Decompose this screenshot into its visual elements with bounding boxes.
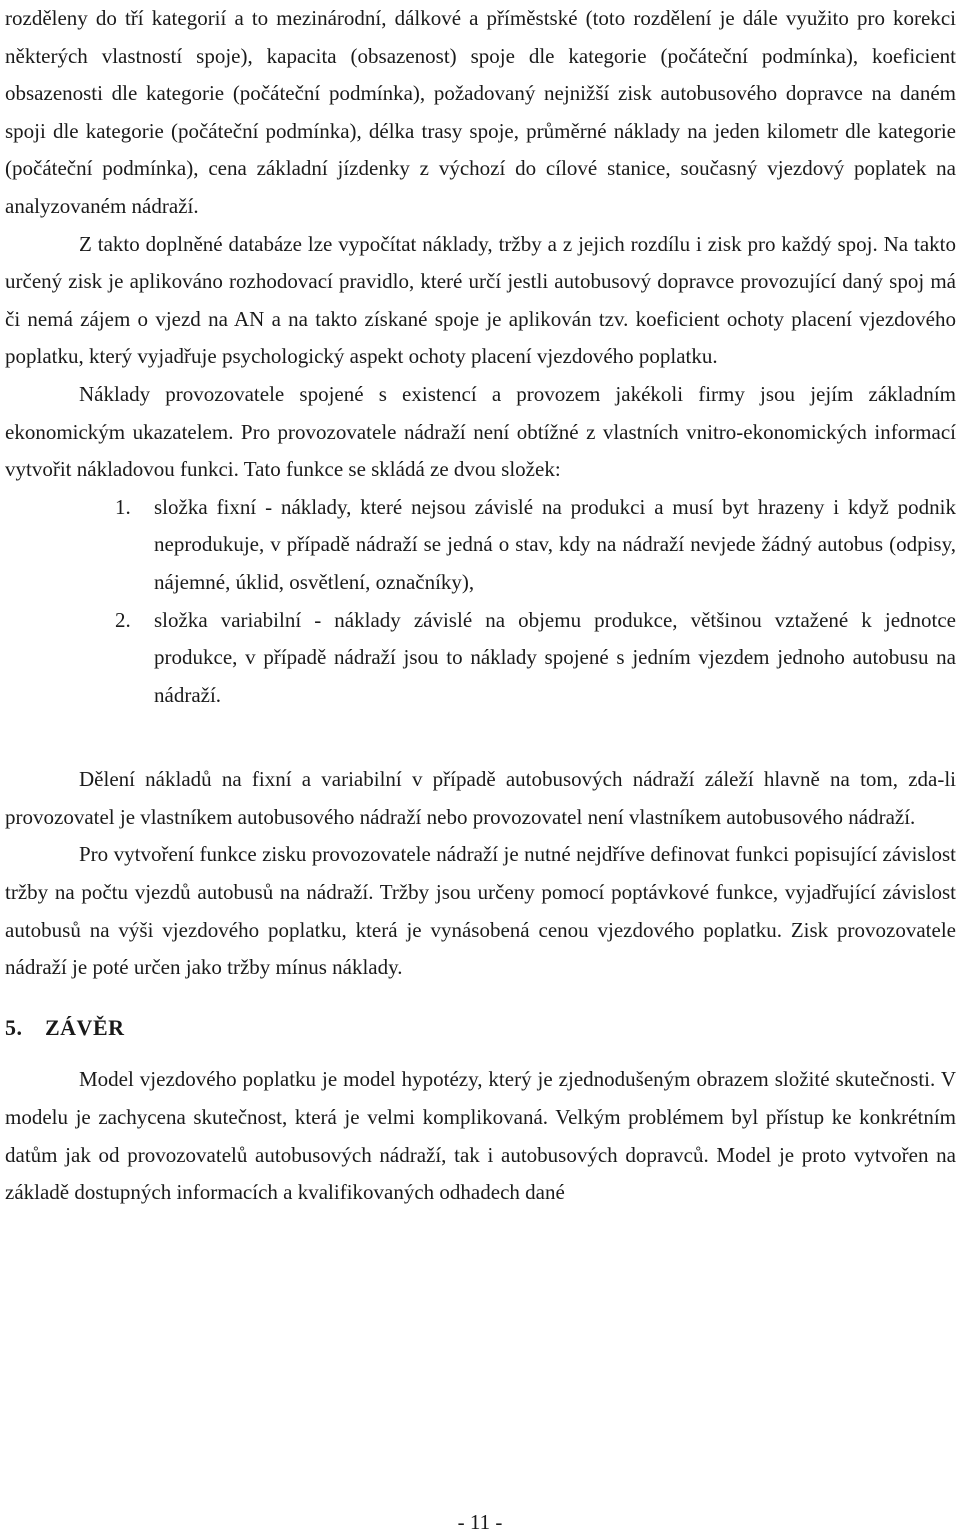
list-item-text: složka variabilní - náklady závislé na objemu produkce, většinou vztažené k jednotce produkce, v případě nádraží jsou to náklady spojené s jedním vjezdem jednoho autobusu na nádraží. <box>154 607 956 707</box>
paragraph-conclusion: Model vjezdového poplatku je model hypotézy, který je zjednodušeným obrazem složité skutečnosti. V modelu je zachycena skutečnost, která je velmi komplikovaná. Velkým problémem byl přístup ke konkrétním datům jak od provozovatelů autobusových nádraží, tak i autobusových dopravců. Model je proto vytvořen na základě dostupných informacích a kvalifikovaných odhadech dané <box>5 1067 956 1205</box>
section-heading <box>5 1009 956 1047</box>
list-item-fixed-cost <box>5 489 956 602</box>
spacer <box>5 987 956 1009</box>
paragraph-profit-function: Pro vytvoření funkce zisku provozovatele nádraží je nutné nejdříve definovat funkci popisující závislost tržby na počtu vjezdů autobusů na nádraží. Tržby jsou určeny pomocí poptávkové funkce, vyjadřující závislost autobusů na výši vjezdového poplatku, která je vynásobená cenou vjezdového poplatku. Zisk provozovatele nádraží je poté určen jako tržby mínus náklady. <box>5 842 956 980</box>
paragraph-profit-calculation: Z takto doplněné databáze lze vypočítat náklady, tržby a z jejich rozdílu i zisk pro každý spoj. Na takto určený zisk je aplikováno rozhodovací pravidlo, které určí jestli autobusový dopravce provozující daný spoj má či nemá zájem o vjezd na AN a na takto získané spoje je aplikován tzv. koeficient ochoty placení vjezdového poplatku, který vyjadřuje psychologický aspekt ochoty placení vjezdového poplatku. <box>5 231 956 369</box>
page-number: - 11 - <box>457 1510 503 1534</box>
list-item-text: složka fixní - náklady, které nejsou závislé na produkci a musí byt hrazeny i když podnik neprodukuje, v případě nádraží se jedná o stav, kdy na nádraží nevjede žádný autobus (odpisy, nájemné, úklid, osvětlení, označníky), <box>154 494 956 594</box>
list-item-variable-cost <box>5 602 956 715</box>
section-number: 5. <box>5 1014 23 1040</box>
document-page <box>5 0 956 1212</box>
paragraph-vehicle-attributes: rozděleny do tří kategorií a to mezinárodní, dálkové a příměstské (toto rozdělení je dále využito pro korekci některých vlastností spoje), kapacita (obsazenost) spoje dle kategorie (počáteční podmínka), koeficient obsazenosti dle kategorie (počáteční podmínka), požadovaný nejnižší zisk autobusového dopravce na daném spoji dle kategorie (počáteční podmínka), délka trasy spoje, průměrné náklady na jeden kilometr dle kategorie (počáteční podmínka), cena základní jízdenky z výchozí do cílové stanice, současný vjezdový poplatek na analyzovaném nádraží. <box>5 6 956 218</box>
section-title: ZÁVĚR <box>45 1014 125 1040</box>
paragraph-operator-costs: Náklady provozovatele spojené s existencí a provozem jakékoli firmy jsou jejím základním ekonomickým ukazatelem. Pro provozovatele nádraží není obtížné z vlastních vnitro-ekonomických informací vytvořit nákladovou funkci. Tato funkce se skládá ze dvou složek: <box>5 381 956 482</box>
list-item-number: 2. <box>115 607 131 632</box>
list-item-number: 1. <box>115 494 131 519</box>
cost-components-list <box>5 489 956 715</box>
paragraph-cost-division: Dělení nákladů na fixní a variabilní v případě autobusových nádraží záleží hlavně na tom, zda-li provozovatel je vlastníkem autobusového nádraží nebo provozovatel není vlastníkem autobusového nádraží. <box>5 767 956 829</box>
spacer <box>5 714 956 761</box>
spacer <box>5 1046 956 1061</box>
